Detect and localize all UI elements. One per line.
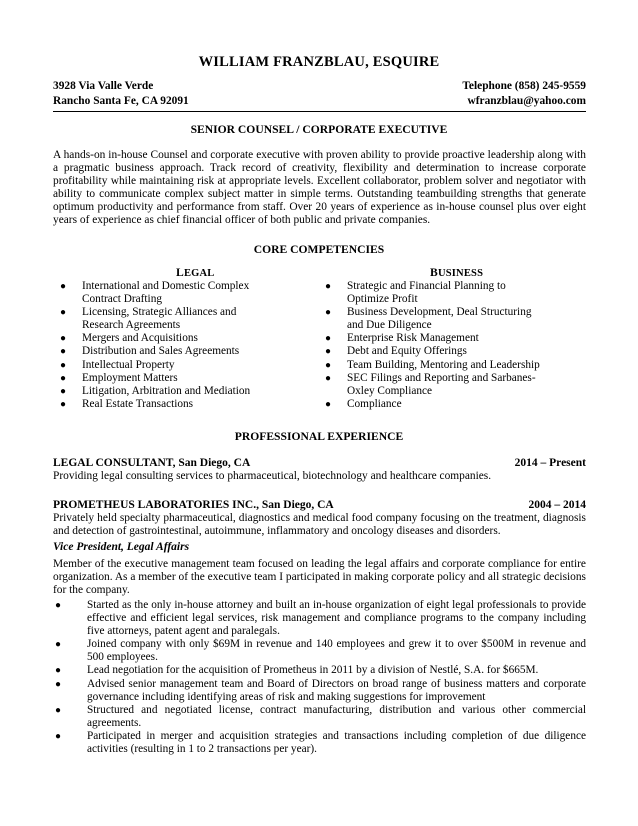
bullet-icon: ● — [55, 665, 62, 677]
business-competency-item — [319, 359, 544, 372]
job2-role-description: Member of the executive management team focused on leading the legal affairs and corporate compliance for entire organization. As a member of the executive team I participated in making corporate policy and all strategic decisions for the company. — [53, 558, 586, 597]
legal-competency-item-text: Intellectual Property — [82, 358, 175, 371]
accomplishment-item — [53, 638, 586, 664]
business-competency-item-text: Team Building, Mentoring and Leadership — [347, 358, 540, 371]
legal-competency-item — [54, 385, 279, 398]
accomplishment-item-text: Advised senior management team and Board of Directors on broad range of business matters and corporate governance including identifying areas of risk and making suggestions for improvement — [87, 677, 586, 703]
business-column-heading: BUSINESS — [430, 266, 484, 279]
job2-description: Privately held specialty pharmaceutical, diagnostics and medical food company focusing on the treatment, diagnosis and detection of gastrointestinal, autoimmune, inflammatory and oncology diseases and disorders. — [53, 512, 586, 538]
accomplishment-item — [53, 678, 586, 704]
legal-competency-item — [54, 398, 279, 411]
accomplishment-item — [53, 730, 586, 756]
accomplishment-item — [53, 704, 586, 730]
bullet-icon: ● — [325, 281, 332, 292]
bullet-icon: ● — [55, 704, 62, 716]
job1-header — [53, 457, 586, 469]
legal-competency-item-text: Licensing, Strategic Alliances and Research Agreements — [82, 306, 237, 332]
address-line-1: 3928 Via Valle Verde — [53, 80, 154, 92]
accomplishment-item-text: Participated in merger and acquisition strategies and transactions including completion of due diligence activities (resulting in 1 to 2 transactions per year). — [87, 729, 586, 756]
business-competency-item-text: Strategic and Financial Planning to Optimize Profit — [347, 280, 506, 306]
legal-competency-item-text: Litigation, Arbitration and Mediation — [82, 384, 251, 397]
business-competency-item — [319, 306, 544, 332]
summary-paragraph: A hands-on in-house Counsel and corporate executive with proven ability to provide proactive leadership along with a pragmatic business approach. Track record of creativity, flexibility and determination to increase corporate profitability while maintaining risk at appropriate levels. Excellent collaborator, problem solver and negotiator with ability to communicate complex subject matter in simple terms. Outstanding teambuilding strengths that generate optimum productivity and performance from staff. Over 20 years of experience as in-house counsel plus over eight years of experience as chief financial officer of both public and private companies. — [53, 149, 586, 227]
business-competency-item — [319, 398, 544, 411]
bullet-icon: ● — [60, 398, 67, 410]
bullet-icon: ● — [325, 346, 332, 358]
accomplishment-item — [53, 599, 586, 638]
business-competency-item — [319, 332, 544, 345]
contact-row-1 — [53, 80, 586, 92]
accomplishment-item-text: Lead negotiation for the acquisition of Prometheus in 2011 by a division of Nestlé, S.A. for $665M. — [87, 664, 539, 677]
contact-row-2 — [53, 95, 586, 107]
bullet-icon: ● — [60, 359, 67, 371]
legal-competency-item — [54, 359, 279, 372]
address-line-2: Rancho Santa Fe, CA 92091 — [53, 95, 189, 107]
bullet-icon: ● — [60, 346, 67, 358]
phone-number: Telephone (858) 245-9559 — [462, 80, 586, 92]
job2-accomplishments-list — [53, 599, 586, 756]
business-competency-item — [319, 280, 544, 306]
job2-role: Vice President, Legal Affairs — [53, 541, 190, 553]
core-competencies-heading: CORE COMPETENCIES — [253, 243, 385, 256]
bullet-icon: ● — [325, 333, 332, 345]
job1-title: LEGAL CONSULTANT, San Diego, CA — [53, 457, 251, 469]
accomplishment-item-text: Started as the only in-house attorney and built an in-house organization of eight legal professionals to provide effective and efficient legal services, risk management and compliance programs to the company including five attorneys, patent agent and paralegals. — [87, 599, 586, 638]
bullet-icon: ● — [60, 333, 67, 345]
legal-competency-list — [54, 280, 279, 411]
header-divider — [53, 111, 586, 112]
job2-dates: 2004 – 2014 — [528, 499, 586, 511]
legal-competency-item-text: Mergers and Acquisitions — [82, 332, 198, 345]
legal-competency-item — [54, 372, 279, 385]
bullet-icon: ● — [325, 372, 332, 384]
business-competency-item — [319, 372, 544, 398]
legal-competency-item — [54, 332, 279, 345]
legal-competency-item — [54, 345, 279, 358]
bullet-icon: ● — [325, 398, 332, 410]
bullet-icon: ● — [55, 730, 62, 742]
job1-description: Providing legal consulting services to pharmaceutical, biotechnology and healthcare companies. — [53, 470, 492, 482]
legal-competency-item-text: International and Domestic Complex Contract Drafting — [82, 280, 250, 306]
accomplishment-item-text: Joined company with only $69M in revenue and 140 employees and grew it to over $500M in revenue and 500 employees. — [87, 638, 586, 664]
business-competency-item-text: SEC Filings and Reporting and Sarbanes-Oxley Compliance — [347, 371, 536, 397]
accomplishment-item-text: Structured and negotiated license, contract manufacturing, distribution and various other commercial agreements. — [87, 703, 586, 729]
business-competency-item-text: Debt and Equity Offerings — [347, 345, 467, 358]
business-competency-item — [319, 345, 544, 358]
email-address: wfranzblau@yahoo.com — [467, 95, 586, 107]
job2-title: PROMETHEUS LABORATORIES INC., San Diego, CA — [53, 499, 334, 511]
legal-competency-item — [54, 280, 279, 306]
business-competency-list — [319, 280, 544, 411]
job2-header — [53, 499, 586, 511]
business-competency-item-text: Business Development, Deal Structuring and Due Diligence — [347, 306, 532, 332]
bullet-icon: ● — [60, 281, 67, 292]
bullet-icon: ● — [60, 372, 67, 384]
legal-column-heading: LEGAL — [176, 266, 215, 279]
resume-name: WILLIAM FRANZBLAU, ESQUIRE — [198, 54, 440, 70]
professional-experience-heading: PROFESSIONAL EXPERIENCE — [234, 430, 404, 443]
bullet-icon: ● — [325, 307, 332, 319]
legal-competency-item-text: Employment Matters — [82, 371, 178, 384]
legal-competency-item — [54, 306, 279, 332]
accomplishment-item — [53, 664, 586, 677]
business-competency-item-text: Enterprise Risk Management — [347, 332, 479, 345]
legal-competency-item-text: Real Estate Transactions — [82, 397, 194, 410]
bullet-icon: ● — [60, 307, 67, 319]
business-competency-item-text: Compliance — [347, 397, 402, 410]
bullet-icon: ● — [325, 359, 332, 371]
legal-competency-item-text: Distribution and Sales Agreements — [82, 345, 240, 358]
bullet-icon: ● — [55, 600, 62, 611]
bullet-icon: ● — [55, 678, 62, 690]
bullet-icon: ● — [60, 385, 67, 397]
job1-dates: 2014 – Present — [514, 457, 586, 469]
professional-title: SENIOR COUNSEL / CORPORATE EXECUTIVE — [190, 123, 448, 136]
bullet-icon: ● — [55, 639, 62, 651]
